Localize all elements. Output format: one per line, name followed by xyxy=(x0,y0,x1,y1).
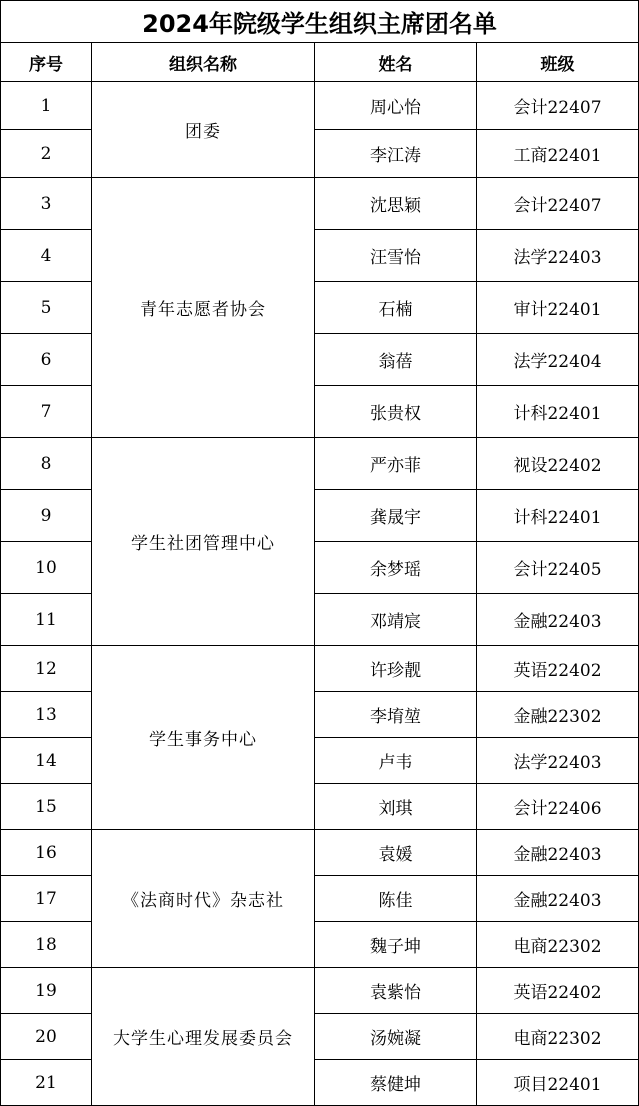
title-row xyxy=(1,1,639,43)
person-name: 卢韦 xyxy=(315,738,477,784)
org-name-cell: 《法商时代》杂志社 xyxy=(92,830,315,968)
person-name: 袁紫怡 xyxy=(315,968,477,1014)
table-row xyxy=(1,968,639,1014)
class-name: 项目22401 xyxy=(477,1060,639,1106)
document-title: 2024年院级学生组织主席团名单 xyxy=(1,1,639,43)
header-row xyxy=(1,43,639,82)
row-index: 1 xyxy=(1,82,92,130)
class-name: 会计22406 xyxy=(477,784,639,830)
table-row xyxy=(1,646,639,692)
row-index: 7 xyxy=(1,386,92,438)
person-name: 翁蓓 xyxy=(315,334,477,386)
class-name: 法学22403 xyxy=(477,230,639,282)
header-org: 组织名称 xyxy=(92,43,315,82)
row-index: 20 xyxy=(1,1014,92,1060)
org-name-cell: 团委 xyxy=(92,82,315,178)
class-name: 电商22302 xyxy=(477,1014,639,1060)
row-index: 9 xyxy=(1,490,92,542)
org-name-cell: 学生事务中心 xyxy=(92,646,315,830)
person-name: 龚晟宇 xyxy=(315,490,477,542)
org-name-cell: 大学生心理发展委员会 xyxy=(92,968,315,1106)
table-row xyxy=(1,830,639,876)
class-name: 金融22403 xyxy=(477,876,639,922)
person-name: 汤婉凝 xyxy=(315,1014,477,1060)
header-index: 序号 xyxy=(1,43,92,82)
person-name: 许珍靓 xyxy=(315,646,477,692)
table-row xyxy=(1,438,639,490)
row-index: 6 xyxy=(1,334,92,386)
person-name: 石楠 xyxy=(315,282,477,334)
row-index: 10 xyxy=(1,542,92,594)
table-row xyxy=(1,178,639,230)
person-name: 刘琪 xyxy=(315,784,477,830)
header-name: 姓名 xyxy=(315,43,477,82)
row-index: 21 xyxy=(1,1060,92,1106)
class-name: 金融22403 xyxy=(477,594,639,646)
person-name: 沈思颖 xyxy=(315,178,477,230)
class-name: 会计22407 xyxy=(477,82,639,130)
row-index: 5 xyxy=(1,282,92,334)
row-index: 8 xyxy=(1,438,92,490)
class-name: 视设22402 xyxy=(477,438,639,490)
class-name: 计科22401 xyxy=(477,386,639,438)
person-name: 袁媛 xyxy=(315,830,477,876)
class-name: 会计22407 xyxy=(477,178,639,230)
person-name: 汪雪怡 xyxy=(315,230,477,282)
class-name: 金融22403 xyxy=(477,830,639,876)
row-index: 14 xyxy=(1,738,92,784)
row-index: 12 xyxy=(1,646,92,692)
class-name: 法学22403 xyxy=(477,738,639,784)
person-name: 严亦菲 xyxy=(315,438,477,490)
row-index: 19 xyxy=(1,968,92,1014)
class-name: 法学22404 xyxy=(477,334,639,386)
class-name: 电商22302 xyxy=(477,922,639,968)
person-name: 邓靖宸 xyxy=(315,594,477,646)
person-name: 周心怡 xyxy=(315,82,477,130)
row-index: 17 xyxy=(1,876,92,922)
person-name: 余梦瑶 xyxy=(315,542,477,594)
person-name: 魏子坤 xyxy=(315,922,477,968)
row-index: 13 xyxy=(1,692,92,738)
class-name: 审计22401 xyxy=(477,282,639,334)
header-class: 班级 xyxy=(477,43,639,82)
row-index: 3 xyxy=(1,178,92,230)
org-name-cell: 学生社团管理中心 xyxy=(92,438,315,646)
class-name: 英语22402 xyxy=(477,646,639,692)
person-name: 李江涛 xyxy=(315,130,477,178)
row-index: 15 xyxy=(1,784,92,830)
person-name: 李堉堃 xyxy=(315,692,477,738)
class-name: 工商22401 xyxy=(477,130,639,178)
person-name: 陈佳 xyxy=(315,876,477,922)
row-index: 4 xyxy=(1,230,92,282)
row-index: 16 xyxy=(1,830,92,876)
row-index: 18 xyxy=(1,922,92,968)
table-row xyxy=(1,82,639,130)
class-name: 金融22302 xyxy=(477,692,639,738)
class-name: 会计22405 xyxy=(477,542,639,594)
person-name: 张贵权 xyxy=(315,386,477,438)
row-index: 2 xyxy=(1,130,92,178)
person-name: 蔡健坤 xyxy=(315,1060,477,1106)
class-name: 英语22402 xyxy=(477,968,639,1014)
row-index: 11 xyxy=(1,594,92,646)
org-name-cell: 青年志愿者协会 xyxy=(92,178,315,438)
class-name: 计科22401 xyxy=(477,490,639,542)
